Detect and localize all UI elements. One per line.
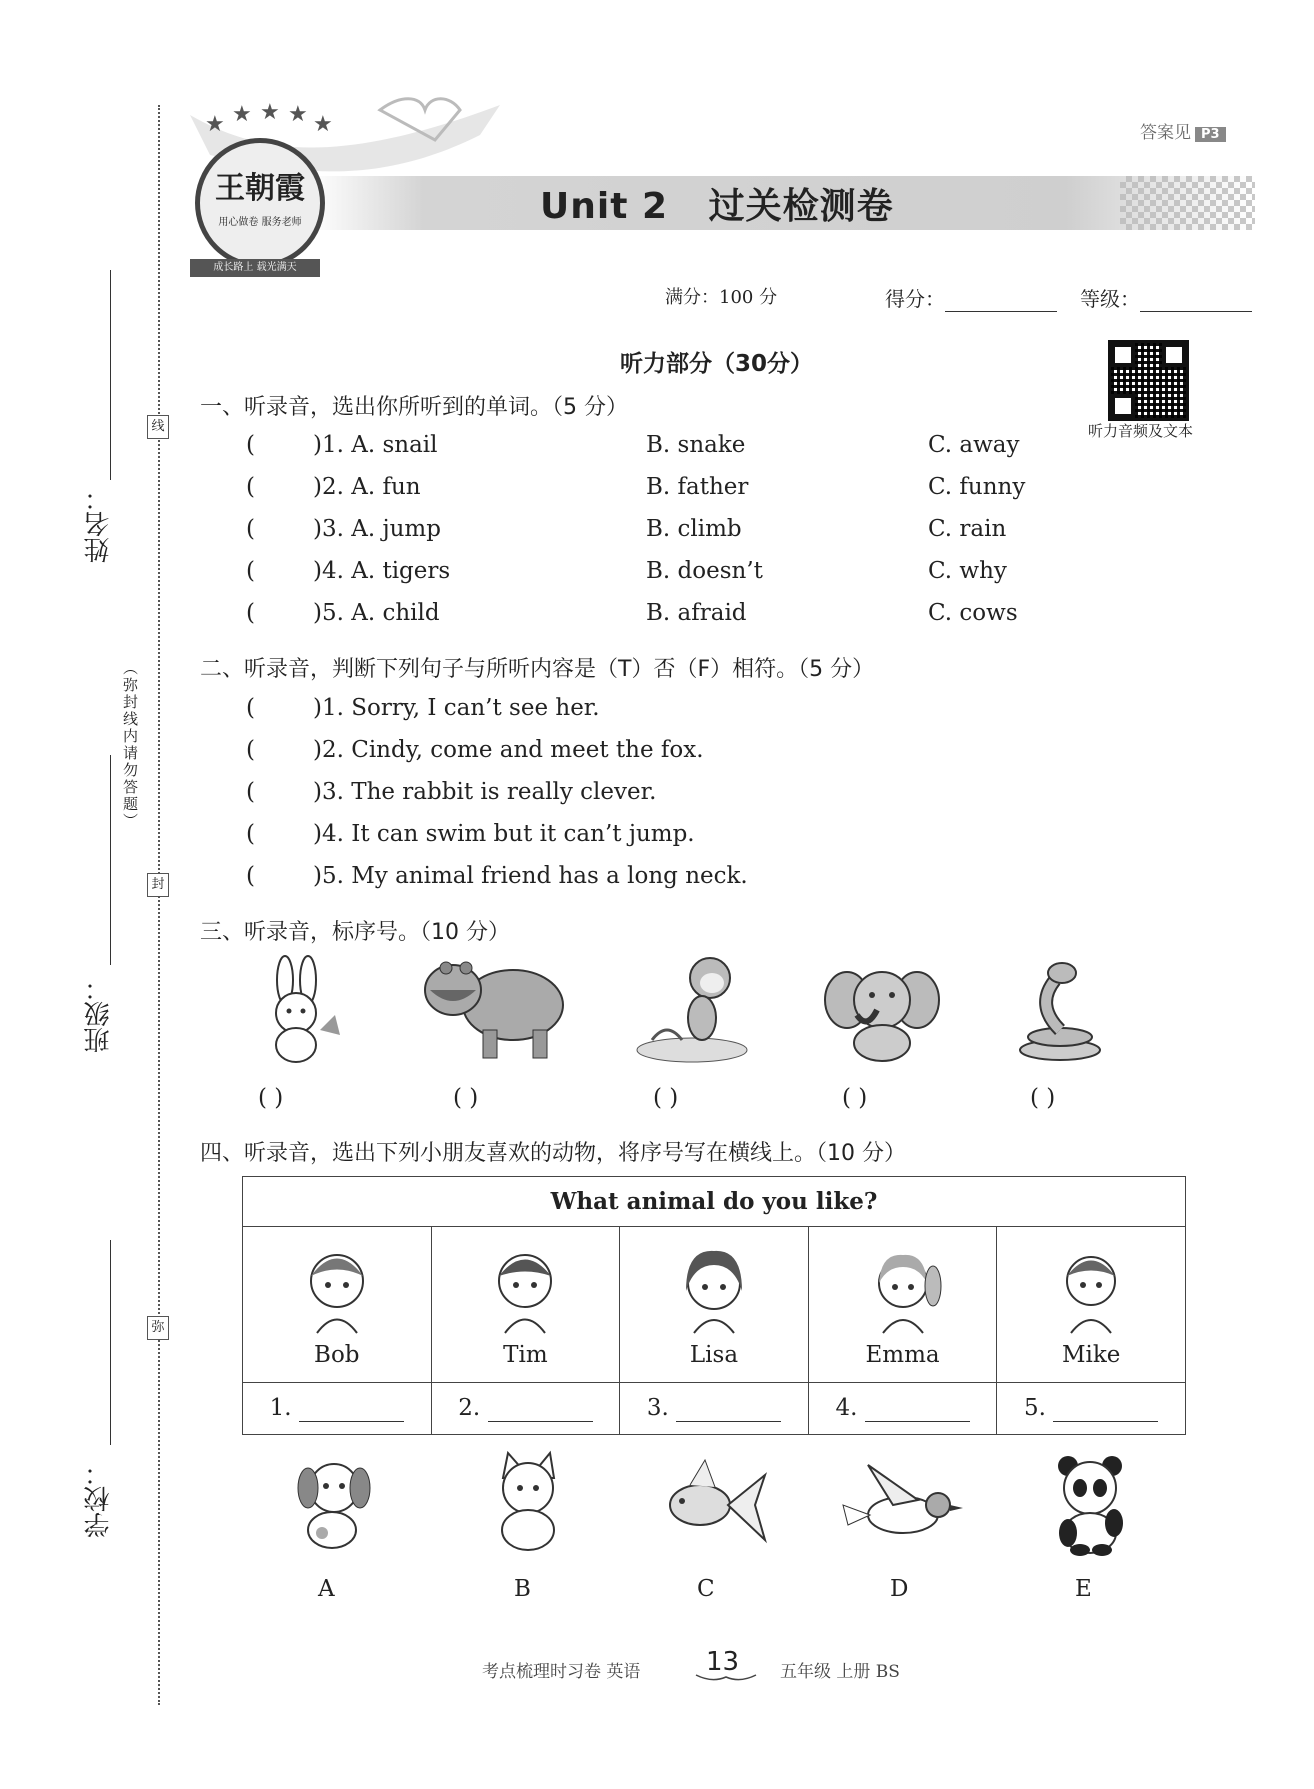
answer-blank[interactable] [299, 1395, 404, 1422]
book-icon [694, 1673, 758, 1685]
answer-number: 5. [1024, 1395, 1046, 1421]
grade-blank[interactable] [1140, 287, 1252, 312]
binding-mark-mi: 弥 [147, 1316, 169, 1340]
q1-option-b: B. climb [646, 516, 742, 542]
answer-cell[interactable] [243, 1383, 432, 1435]
q3-answer-paren[interactable]: ( ) [258, 1085, 284, 1111]
grade-label: 等级： [1080, 287, 1140, 311]
logo-motto: 用心做卷 服务老师 [218, 217, 302, 228]
snake-icon [1010, 955, 1110, 1065]
child-name: Bob [314, 1342, 360, 1368]
elephant-icon [822, 955, 942, 1065]
q4-table [242, 1176, 1186, 1435]
grade-field [1080, 283, 1252, 312]
school-line [110, 1240, 111, 1445]
answer-number: 4. [835, 1395, 858, 1421]
child-cell [808, 1227, 997, 1383]
q1-option-a: )4. A. tigers [313, 558, 451, 584]
q1-option-a: )3. A. jump [313, 516, 441, 542]
answer-number: 2. [458, 1395, 481, 1421]
boy-avatar-icon [485, 1241, 565, 1336]
class-label: 班级： [84, 975, 114, 1053]
qr-corner [1111, 394, 1135, 418]
q1-option-c: C. funny [928, 474, 1026, 500]
answer-blank[interactable] [1053, 1395, 1158, 1422]
answer-paren[interactable]: ( [246, 474, 255, 500]
binding-mark-xian: 线 [147, 415, 169, 439]
goldfish-icon [650, 1455, 770, 1550]
child-cell [620, 1227, 809, 1383]
q2-statement: )2. Cindy, come and meet the fox. [313, 737, 704, 763]
score-label: 得分： [885, 287, 945, 311]
binding-mark-feng: 封 [147, 873, 169, 897]
answer-blank[interactable] [865, 1395, 970, 1422]
q3-answer-paren[interactable]: ( ) [453, 1085, 479, 1111]
option-label: A [318, 1576, 335, 1602]
answer-cell[interactable] [808, 1383, 997, 1435]
score-blank[interactable] [945, 287, 1057, 312]
child-name: Emma [865, 1342, 940, 1368]
answer-cell[interactable] [431, 1383, 620, 1435]
boy-avatar-icon [297, 1241, 377, 1336]
q1-option-c: C. rain [928, 516, 1007, 542]
binding-dotted-line [158, 105, 160, 1705]
answer-ref-label: 答案见 [1140, 123, 1191, 143]
option-label: B [514, 1576, 531, 1602]
banner-checker-pattern [1120, 176, 1255, 230]
star-icon: ★ [260, 100, 280, 125]
qr-corner [1162, 343, 1186, 367]
child-cell [243, 1227, 432, 1383]
q1-option-b: B. doesn’t [646, 558, 763, 584]
child-name: Mike [1061, 1342, 1121, 1368]
answer-cell[interactable] [997, 1383, 1186, 1435]
logo-text: 王朝霞 [215, 171, 305, 206]
answer-page-badge: P3 [1195, 127, 1226, 142]
class-line [110, 755, 111, 965]
option-label: D [890, 1576, 909, 1602]
child-name: Lisa [689, 1342, 739, 1368]
page-number: 13 [706, 1647, 740, 1677]
girl-avatar-icon [674, 1241, 754, 1336]
q2-statement: )1. Sorry, I can’t see her. [313, 695, 600, 721]
q3-answer-paren[interactable]: ( ) [653, 1085, 679, 1111]
q2-statement: )3. The rabbit is really clever. [313, 779, 657, 805]
answer-number: 1. [269, 1395, 292, 1421]
listening-section-title: 听力部分（30分） [620, 351, 814, 377]
answer-paren[interactable]: ( [246, 600, 255, 626]
brand-logo [195, 138, 325, 273]
dog-icon [282, 1448, 382, 1553]
girl-avatar-icon [863, 1241, 943, 1336]
star-icon: ★ [232, 102, 252, 127]
q1-option-a: )2. A. fun [313, 474, 421, 500]
star-icon: ★ [313, 112, 333, 137]
panda-icon [1040, 1448, 1140, 1558]
q3-answer-paren[interactable]: ( ) [1030, 1085, 1056, 1111]
q1-option-b: B. afraid [646, 600, 747, 626]
answer-number: 3. [646, 1395, 669, 1421]
q3-answer-paren[interactable]: ( ) [842, 1085, 868, 1111]
q4-title: 四、听录音，选出下列小朋友喜欢的动物，将序号写在横线上。（10 分） [200, 1141, 906, 1166]
qr-caption: 听力音频及文本 [1088, 422, 1194, 440]
footer-left: 考点梳理时习卷 英语 [482, 1662, 641, 1682]
option-label: C [697, 1576, 715, 1602]
answer-paren[interactable]: ( [246, 737, 255, 763]
score-field [885, 283, 1057, 312]
answer-blank[interactable] [676, 1395, 781, 1422]
q1-option-a: )1. A. snail [313, 432, 438, 458]
answer-paren[interactable]: ( [246, 516, 255, 542]
name-label: 姓名： [84, 485, 114, 563]
answer-paren[interactable]: ( [246, 558, 255, 584]
hippo-icon [418, 950, 568, 1065]
q1-option-a: )5. A. child [313, 600, 440, 626]
answer-paren[interactable]: ( [246, 779, 255, 805]
page-title: Unit 2 过关检测卷 [540, 186, 894, 227]
q2-statement: )5. My animal friend has a long neck. [313, 863, 748, 889]
child-cell [431, 1227, 620, 1383]
star-icon: ★ [205, 112, 225, 137]
monkey-icon [632, 950, 752, 1065]
logo-ribbon: 成长路上 载光满天 [190, 259, 320, 277]
q2-title: 二、听录音，判断下列句子与所听内容是（T）否（F）相符。（5 分） [200, 657, 875, 682]
name-line [110, 270, 111, 480]
answer-cell[interactable] [620, 1383, 809, 1435]
child-name: Tim [503, 1342, 548, 1368]
q3-title: 三、听录音，标序号。（10 分） [200, 920, 510, 945]
answer-paren[interactable]: ( [246, 695, 255, 721]
q2-statement: )4. It can swim but it can’t jump. [313, 821, 695, 847]
full-score: 满分：100 分 [665, 287, 778, 308]
rabbit-icon [250, 955, 350, 1065]
answer-paren[interactable]: ( [246, 863, 255, 889]
answer-blank[interactable] [488, 1395, 593, 1422]
answer-paren[interactable]: ( [246, 821, 255, 847]
answer-paren[interactable]: ( [246, 432, 255, 458]
q1-title: 一、听录音，选出你所听到的单词。（5 分） [200, 395, 628, 420]
school-label: 学校： [84, 1460, 114, 1538]
option-label: E [1075, 1576, 1092, 1602]
bird-icon [838, 1460, 968, 1550]
binding-note: （弥封线内请勿答题） [121, 660, 139, 830]
footer-right: 五年级 上册 BS [780, 1662, 900, 1682]
qr-corner [1111, 343, 1135, 367]
boy-avatar-icon [1051, 1241, 1131, 1336]
cat-icon [478, 1448, 578, 1553]
q1-option-b: B. snake [646, 432, 746, 458]
answer-reference [1140, 118, 1226, 143]
q1-option-c: C. why [928, 558, 1007, 584]
q1-option-b: B. father [646, 474, 749, 500]
q1-option-c: C. away [928, 432, 1020, 458]
child-cell [997, 1227, 1186, 1383]
q1-option-c: C. cows [928, 600, 1018, 626]
star-icon: ★ [288, 102, 308, 127]
q4-table-title: What animal do you like? [243, 1177, 1186, 1227]
